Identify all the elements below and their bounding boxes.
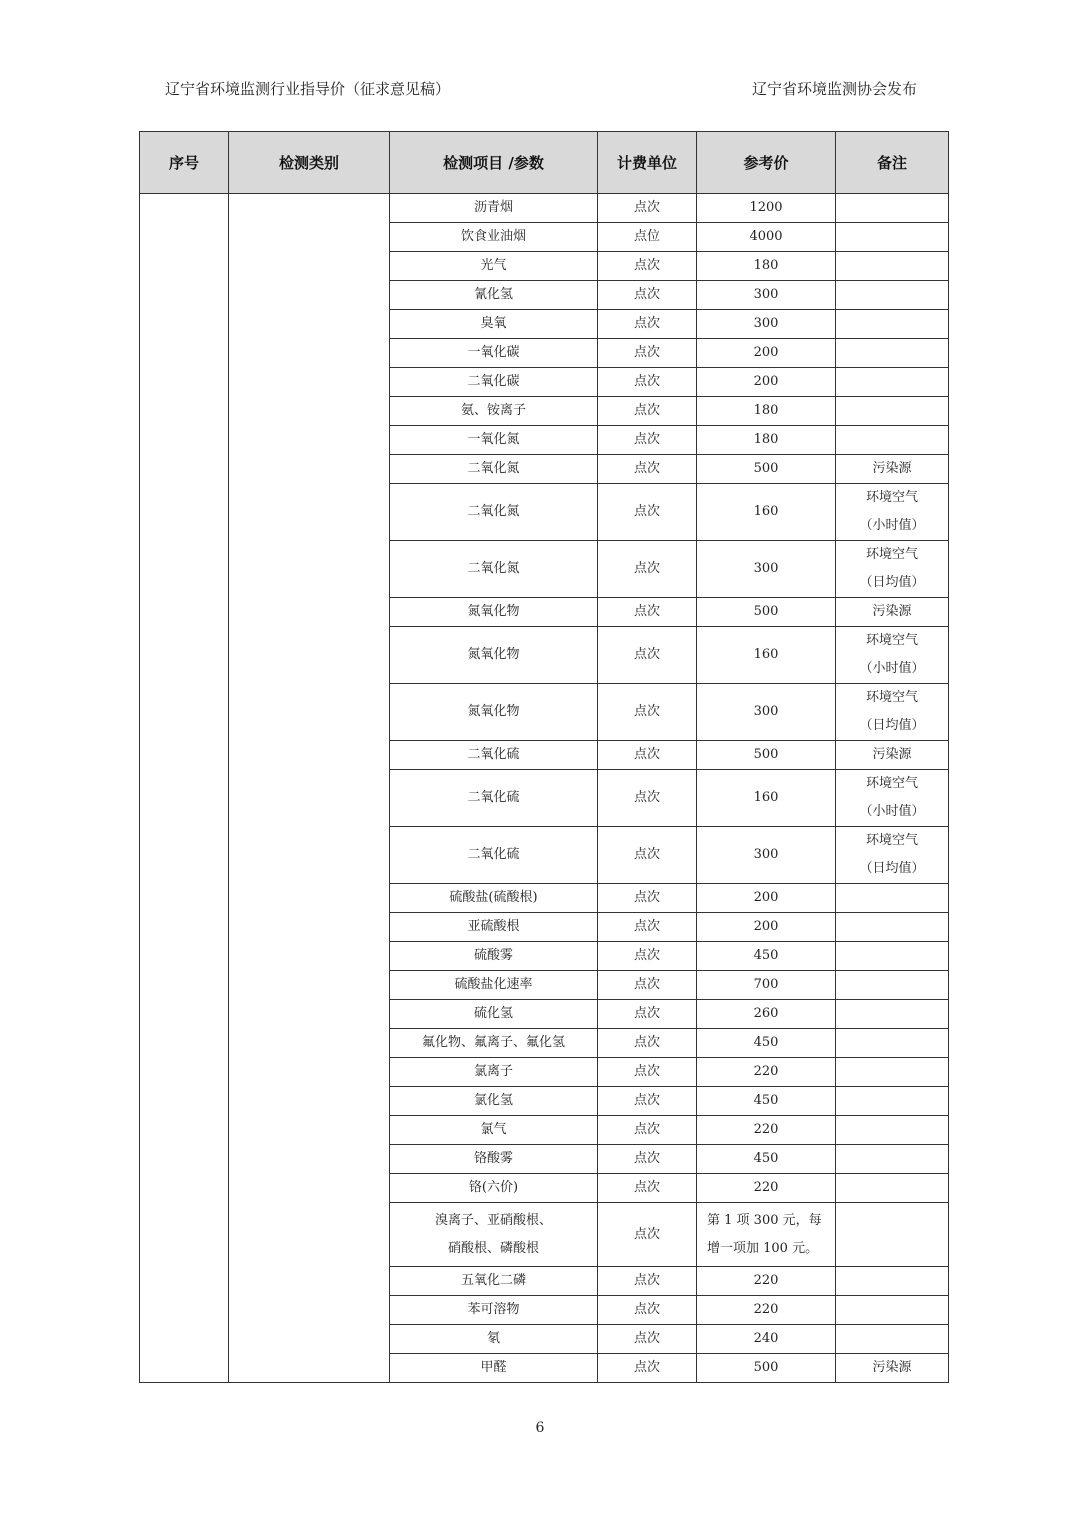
note-cell bbox=[836, 1267, 949, 1296]
note-cell bbox=[836, 770, 949, 827]
price-cell: 220 bbox=[697, 1174, 836, 1203]
price-cell: 500 bbox=[697, 741, 836, 770]
category-cell bbox=[229, 194, 390, 1383]
unit-cell: 点次 bbox=[598, 627, 697, 684]
price-cell: 200 bbox=[697, 339, 836, 368]
note-cell bbox=[836, 884, 949, 913]
price-cell: 260 bbox=[697, 1000, 836, 1029]
item-cell: 氯气 bbox=[390, 1116, 598, 1145]
price-cell: 160 bbox=[697, 770, 836, 827]
unit-cell: 点次 bbox=[598, 252, 697, 281]
note-line: 环境空气 bbox=[865, 833, 918, 848]
item-cell: 二氧化硫 bbox=[390, 770, 598, 827]
item-cell: 二氧化氮 bbox=[390, 484, 598, 541]
column-header-price: 参考价 bbox=[697, 132, 836, 194]
price-cell: 450 bbox=[697, 1029, 836, 1058]
note-cell bbox=[836, 1029, 949, 1058]
item-cell: 饮食业油烟 bbox=[390, 223, 598, 252]
item-cell: 一氧化碳 bbox=[390, 339, 598, 368]
price-cell: 500 bbox=[697, 1354, 836, 1383]
item-cell: 氨、铵离子 bbox=[390, 397, 598, 426]
unit-cell: 点次 bbox=[598, 1296, 697, 1325]
unit-cell: 点次 bbox=[598, 827, 697, 884]
header-document-title: 辽宁省环境监测行业指导价（征求意见稿） bbox=[165, 80, 451, 98]
index-cell bbox=[140, 194, 229, 1383]
price-cell: 180 bbox=[697, 426, 836, 455]
table-row bbox=[140, 194, 949, 223]
price-cell: 220 bbox=[697, 1267, 836, 1296]
price-cell: 200 bbox=[697, 884, 836, 913]
note-line: （小时值） bbox=[859, 804, 925, 819]
price-cell: 220 bbox=[697, 1296, 836, 1325]
price-cell: 500 bbox=[697, 455, 836, 484]
note-cell bbox=[836, 1058, 949, 1087]
unit-cell: 点次 bbox=[598, 741, 697, 770]
note-line: （日均值） bbox=[859, 861, 925, 876]
item-cell: 铬酸雾 bbox=[390, 1145, 598, 1174]
unit-cell: 点次 bbox=[598, 1116, 697, 1145]
note-line: 环境空气 bbox=[865, 633, 918, 648]
price-cell: 220 bbox=[697, 1116, 836, 1145]
price-cell: 200 bbox=[697, 913, 836, 942]
note-cell: 污染源 bbox=[836, 1354, 949, 1383]
unit-cell: 点次 bbox=[598, 339, 697, 368]
item-cell: 氮氧化物 bbox=[390, 598, 598, 627]
price-cell: 200 bbox=[697, 368, 836, 397]
unit-cell: 点次 bbox=[598, 1058, 697, 1087]
note-cell bbox=[836, 484, 949, 541]
item-cell: 二氧化氮 bbox=[390, 455, 598, 484]
note-cell bbox=[836, 339, 949, 368]
item-cell: 甲醛 bbox=[390, 1354, 598, 1383]
price-cell: 300 bbox=[697, 310, 836, 339]
unit-cell: 点次 bbox=[598, 684, 697, 741]
item-cell: 硫酸雾 bbox=[390, 942, 598, 971]
price-line: 第 1 项 300 元，每 bbox=[707, 1212, 822, 1228]
unit-cell: 点位 bbox=[598, 223, 697, 252]
note-cell bbox=[836, 252, 949, 281]
item-cell: 氯离子 bbox=[390, 1058, 598, 1087]
unit-cell: 点次 bbox=[598, 1354, 697, 1383]
unit-cell: 点次 bbox=[598, 194, 697, 223]
item-cell: 硫酸盐化速率 bbox=[390, 971, 598, 1000]
column-header-category: 检测类别 bbox=[229, 132, 390, 194]
item-cell: 硫酸盐(硫酸根) bbox=[390, 884, 598, 913]
note-cell bbox=[836, 194, 949, 223]
price-cell: 700 bbox=[697, 971, 836, 1000]
item-line: 硝酸根、磷酸根 bbox=[447, 1240, 539, 1256]
running-header bbox=[0, 78, 1080, 102]
note-cell bbox=[836, 1203, 949, 1267]
price-cell: 300 bbox=[697, 684, 836, 741]
unit-cell: 点次 bbox=[598, 1325, 697, 1354]
column-header-index: 序号 bbox=[140, 132, 229, 194]
note-line: （小时值） bbox=[859, 518, 925, 533]
unit-cell: 点次 bbox=[598, 281, 697, 310]
note-cell bbox=[836, 827, 949, 884]
table-header-row bbox=[140, 132, 949, 194]
page-number: 6 bbox=[535, 1420, 545, 1436]
note-cell bbox=[836, 1087, 949, 1116]
item-cell: 氮氧化物 bbox=[390, 627, 598, 684]
note-cell bbox=[836, 281, 949, 310]
item-cell: 硫化氢 bbox=[390, 1000, 598, 1029]
item-cell: 氟化物、氟离子、氟化氢 bbox=[390, 1029, 598, 1058]
note-cell bbox=[836, 223, 949, 252]
note-cell: 污染源 bbox=[836, 741, 949, 770]
note-cell bbox=[836, 397, 949, 426]
item-cell: 五氧化二磷 bbox=[390, 1267, 598, 1296]
note-cell: 污染源 bbox=[836, 598, 949, 627]
note-line: 环境空气 bbox=[865, 690, 918, 705]
item-cell bbox=[390, 1203, 598, 1267]
price-cell: 160 bbox=[697, 484, 836, 541]
unit-cell: 点次 bbox=[598, 368, 697, 397]
note-cell bbox=[836, 627, 949, 684]
column-header-item: 检测项目 /参数 bbox=[390, 132, 598, 194]
price-cell: 4000 bbox=[697, 223, 836, 252]
note-cell bbox=[836, 1145, 949, 1174]
price-cell: 160 bbox=[697, 627, 836, 684]
item-cell: 沥青烟 bbox=[390, 194, 598, 223]
item-cell: 氡 bbox=[390, 1325, 598, 1354]
item-cell: 氮氧化物 bbox=[390, 684, 598, 741]
item-cell: 氯化氢 bbox=[390, 1087, 598, 1116]
price-cell: 300 bbox=[697, 541, 836, 598]
note-cell bbox=[836, 971, 949, 1000]
unit-cell: 点次 bbox=[598, 770, 697, 827]
item-cell: 铬(六价) bbox=[390, 1174, 598, 1203]
price-cell: 180 bbox=[697, 252, 836, 281]
item-cell: 光气 bbox=[390, 252, 598, 281]
unit-cell: 点次 bbox=[598, 397, 697, 426]
unit-cell: 点次 bbox=[598, 484, 697, 541]
note-cell bbox=[836, 1296, 949, 1325]
item-cell: 一氧化氮 bbox=[390, 426, 598, 455]
unit-cell: 点次 bbox=[598, 598, 697, 627]
item-cell: 亚硫酸根 bbox=[390, 913, 598, 942]
unit-cell: 点次 bbox=[598, 455, 697, 484]
note-cell bbox=[836, 310, 949, 339]
price-cell: 450 bbox=[697, 1145, 836, 1174]
price-cell: 450 bbox=[697, 942, 836, 971]
item-cell: 二氧化氮 bbox=[390, 541, 598, 598]
item-cell: 二氧化硫 bbox=[390, 741, 598, 770]
price-cell: 220 bbox=[697, 1058, 836, 1087]
column-header-unit: 计费单位 bbox=[598, 132, 697, 194]
unit-cell: 点次 bbox=[598, 1029, 697, 1058]
item-cell: 二氧化硫 bbox=[390, 827, 598, 884]
note-cell bbox=[836, 1174, 949, 1203]
note-line: 环境空气 bbox=[865, 490, 918, 505]
item-cell: 苯可溶物 bbox=[390, 1296, 598, 1325]
unit-cell: 点次 bbox=[598, 971, 697, 1000]
note-cell bbox=[836, 684, 949, 741]
unit-cell: 点次 bbox=[598, 1267, 697, 1296]
unit-cell: 点次 bbox=[598, 310, 697, 339]
note-line: 环境空气 bbox=[865, 776, 918, 791]
note-cell bbox=[836, 942, 949, 971]
price-cell: 180 bbox=[697, 397, 836, 426]
note-line: 环境空气 bbox=[865, 547, 918, 562]
price-table bbox=[139, 131, 949, 1383]
note-cell bbox=[836, 1000, 949, 1029]
price-cell: 500 bbox=[697, 598, 836, 627]
price-cell bbox=[697, 1203, 836, 1267]
item-cell: 二氧化碳 bbox=[390, 368, 598, 397]
header-publisher: 辽宁省环境监测协会发布 bbox=[751, 80, 917, 98]
price-cell: 300 bbox=[697, 827, 836, 884]
unit-cell: 点次 bbox=[598, 541, 697, 598]
note-cell bbox=[836, 368, 949, 397]
note-cell: 污染源 bbox=[836, 455, 949, 484]
note-cell bbox=[836, 1116, 949, 1145]
note-cell bbox=[836, 913, 949, 942]
price-cell: 240 bbox=[697, 1325, 836, 1354]
unit-cell: 点次 bbox=[598, 1145, 697, 1174]
unit-cell: 点次 bbox=[598, 884, 697, 913]
column-header-note: 备注 bbox=[836, 132, 949, 194]
unit-cell: 点次 bbox=[598, 1087, 697, 1116]
note-cell bbox=[836, 1325, 949, 1354]
item-cell: 氰化氢 bbox=[390, 281, 598, 310]
unit-cell: 点次 bbox=[598, 942, 697, 971]
price-cell: 300 bbox=[697, 281, 836, 310]
price-cell: 450 bbox=[697, 1087, 836, 1116]
unit-cell: 点次 bbox=[598, 1203, 697, 1267]
note-line: （日均值） bbox=[859, 718, 925, 733]
note-line: （小时值） bbox=[859, 661, 925, 676]
note-cell bbox=[836, 541, 949, 598]
unit-cell: 点次 bbox=[598, 426, 697, 455]
item-cell: 臭氧 bbox=[390, 310, 598, 339]
unit-cell: 点次 bbox=[598, 1000, 697, 1029]
item-line: 溴离子、亚硝酸根、 bbox=[434, 1212, 552, 1228]
note-cell bbox=[836, 426, 949, 455]
unit-cell: 点次 bbox=[598, 1174, 697, 1203]
note-line: （日均值） bbox=[859, 575, 925, 590]
price-line: 增一项加 100 元。 bbox=[707, 1240, 819, 1256]
price-cell: 1200 bbox=[697, 194, 836, 223]
unit-cell: 点次 bbox=[598, 913, 697, 942]
